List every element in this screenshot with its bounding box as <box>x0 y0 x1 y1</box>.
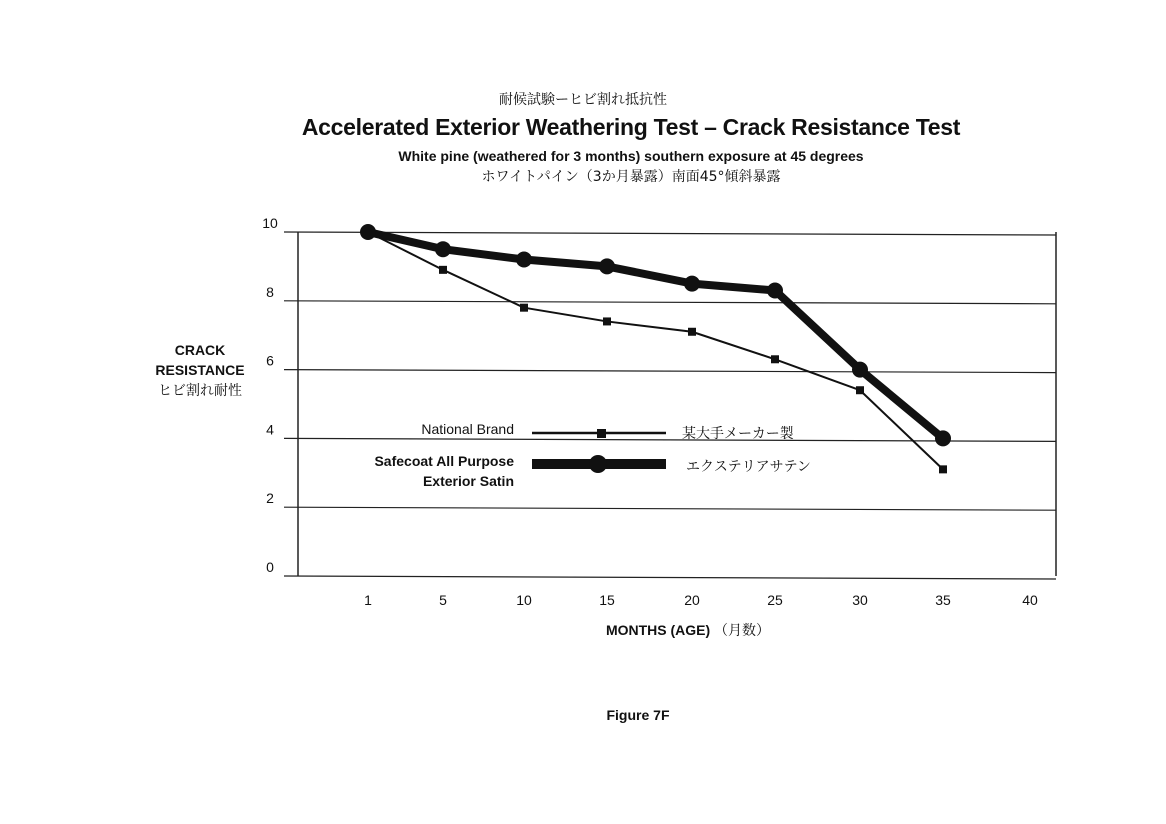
legend-marker-national-brand <box>597 429 606 438</box>
x-tick-label-20: 20 <box>684 592 700 608</box>
y-tick-label-6: 6 <box>266 352 274 369</box>
y-axis-label-line2: RESISTANCE <box>155 362 245 378</box>
figure-caption: Figure 7F <box>606 707 670 723</box>
x-tick-label-30: 30 <box>852 592 868 608</box>
grid-line-y-0 <box>284 576 1056 579</box>
x-tick-labels <box>364 592 1038 608</box>
series-1-point-5 <box>435 241 451 257</box>
y-tick-label-0: 0 <box>266 559 274 575</box>
legend-label-safecoat-japanese: エクステリアサテン <box>686 459 811 475</box>
chart-title-japanese: 耐候試験ーヒビ割れ抵抗性 <box>499 92 667 108</box>
legend-label-national-brand: National Brand <box>421 421 514 437</box>
grid-line-y-2 <box>284 507 1056 510</box>
chart-subtitle: White pine (weathered for 3 months) southern exposure at 45 degrees <box>398 148 864 164</box>
series-0-point-10 <box>520 304 528 312</box>
x-tick-label-15: 15 <box>599 592 615 608</box>
y-tick-labels <box>262 215 278 575</box>
series-0-point-25 <box>771 355 779 363</box>
series-1-point-10 <box>516 252 532 268</box>
chart-subtitle-japanese: ホワイトパイン（3か月暴露）南面45°傾斜暴露 <box>481 169 781 185</box>
series-0-point-20 <box>688 328 696 336</box>
series-0-point-30 <box>856 386 864 394</box>
legend-label-national-brand-japanese: 某大手メーカー製 <box>682 426 794 442</box>
series-1-point-15 <box>599 258 615 274</box>
x-tick-label-40: 40 <box>1022 592 1038 608</box>
x-axis-label-text: MONTHS (AGE) <box>605 622 711 638</box>
legend-label-safecoat-line2: Exterior Satin <box>422 473 514 489</box>
series-1-point-1 <box>360 224 376 240</box>
grid-line-y-6 <box>284 370 1056 373</box>
legend <box>374 421 810 489</box>
series-0-point-5 <box>439 266 447 274</box>
series-line-1 <box>368 232 943 438</box>
y-tick-label-2: 2 <box>266 490 274 507</box>
series-1-point-20 <box>684 276 700 292</box>
y-tick-label-4: 4 <box>266 421 274 438</box>
y-tick-label-10: 10 <box>262 215 278 231</box>
grid-layer <box>284 232 1056 579</box>
x-axis-label-japanese: （月数） <box>714 623 771 639</box>
series-1-point-35 <box>935 430 951 446</box>
legend-label-safecoat-line1: Safecoat All Purpose <box>374 453 514 469</box>
series-1-point-25 <box>767 282 783 298</box>
grid-line-y-10 <box>284 232 1056 235</box>
y-tick-label-8: 8 <box>266 283 274 300</box>
series-0-point-15 <box>603 317 611 325</box>
grid-line-y-8 <box>284 301 1056 304</box>
x-tick-label-5: 5 <box>439 592 447 608</box>
x-tick-label-1: 1 <box>364 592 372 608</box>
chart-title: Accelerated Exterior Weathering Test – Crack Resistance Test <box>301 114 961 140</box>
series-1-point-30 <box>852 362 868 378</box>
series-0-point-35 <box>939 465 947 473</box>
x-tick-label-25: 25 <box>767 592 783 608</box>
y-axis-label-japanese: ヒビ割れ耐性 <box>158 383 242 399</box>
y-axis-label-line1: CRACK <box>174 342 226 358</box>
legend-marker-safecoat <box>589 455 607 473</box>
x-tick-label-10: 10 <box>516 592 532 608</box>
x-tick-label-35: 35 <box>935 592 951 608</box>
